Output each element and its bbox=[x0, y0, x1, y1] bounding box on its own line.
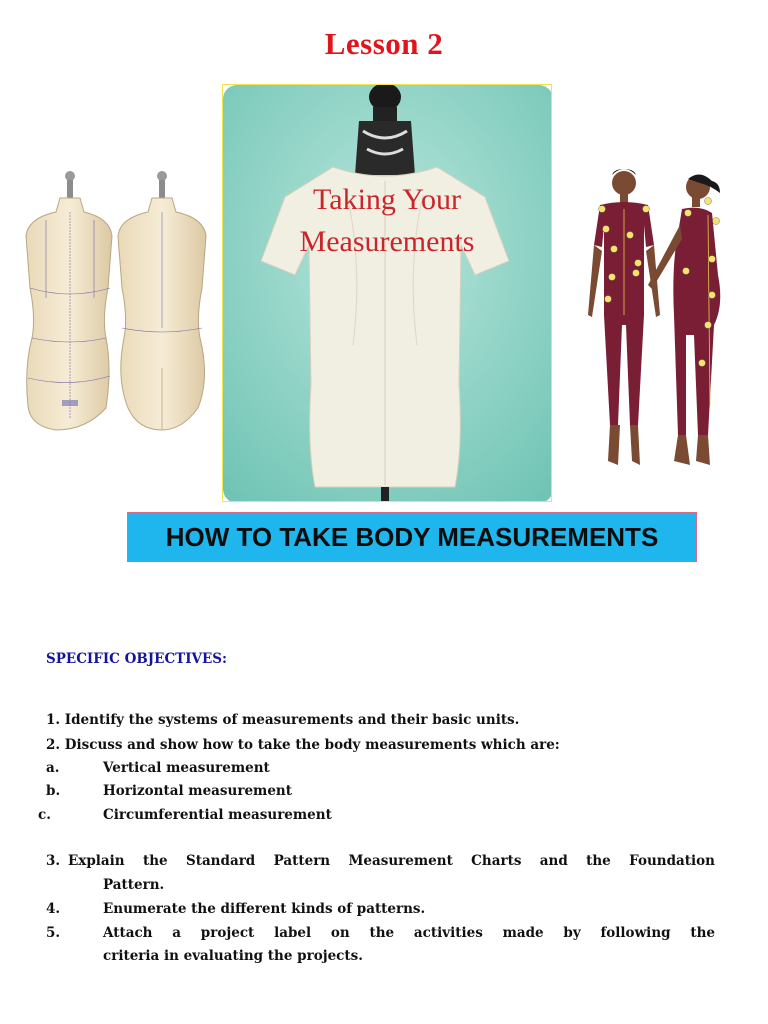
objective-text: Horizontal measurement bbox=[103, 783, 292, 799]
objective-text: Circumferential measurement bbox=[103, 807, 332, 823]
objective-number: 5. bbox=[46, 925, 61, 941]
objective-text: Attach a project label on the activities made by following the bbox=[103, 925, 715, 941]
banner-title: HOW TO TAKE BODY MEASUREMENTS bbox=[127, 512, 697, 562]
objective-number: b. bbox=[46, 783, 61, 799]
objective-number: 3. bbox=[46, 853, 61, 869]
objectives-heading: SPECIFIC OBJECTIVES: bbox=[46, 651, 228, 667]
objective-text: Discuss and show how to take the body measurements which are: bbox=[64, 737, 560, 753]
objective-number: c. bbox=[38, 807, 51, 823]
objective-number: a. bbox=[46, 760, 60, 776]
objective-continuation: Pattern. bbox=[103, 877, 165, 893]
objective-number: 4. bbox=[46, 901, 61, 917]
objective-text: Enumerate the different kinds of patterns. bbox=[103, 901, 426, 917]
lesson-title: Lesson 2 bbox=[324, 26, 444, 61]
body-measurement-figures-image bbox=[578, 165, 738, 475]
objective-item bbox=[46, 712, 519, 728]
objective-text: Explain the Standard Pattern Measurement Charts and the Foundation bbox=[68, 853, 715, 869]
shirt-on-mannequin-icon bbox=[223, 85, 552, 502]
objective-item bbox=[46, 737, 560, 753]
objective-number: 1. bbox=[46, 712, 61, 728]
objective-text: Identify the systems of measurements and their basic units. bbox=[64, 712, 520, 728]
photo-caption-line1: Taking Your bbox=[313, 183, 461, 216]
objective-text: Vertical measurement bbox=[103, 760, 270, 776]
dress-form-diagram-image bbox=[16, 168, 216, 436]
shirt-photo bbox=[222, 84, 552, 502]
objective-number: 2. bbox=[46, 737, 61, 753]
photo-caption-line2: Measurements bbox=[299, 225, 475, 258]
objective-continuation: criteria in evaluating the projects. bbox=[103, 948, 363, 964]
